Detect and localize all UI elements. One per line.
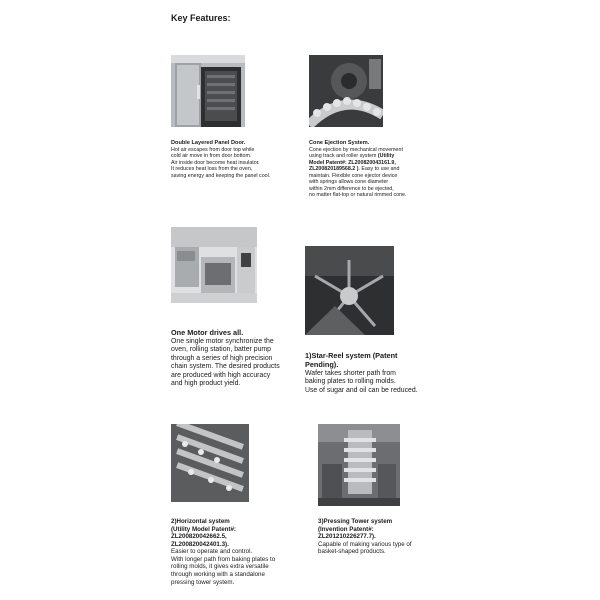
- one-motor-photo: [171, 227, 257, 303]
- feature-pressing-tower: [318, 518, 458, 556]
- feature-title: 2)Horizontal system (Utility Model Patent#: ZL200820042662.5, ZL200820042401.3).: [171, 518, 236, 548]
- feature-body: Wafer takes shorter path from baking plates to rolling molds. Use of sugar and oil can be reduced.: [305, 369, 418, 394]
- feature-title: 1)Star-Reel system (Patent Pending).: [305, 351, 398, 369]
- panel-door-photo: [171, 55, 245, 127]
- feature-body: Easier to operate and control. With longer path from baking plates to rolling molds, it gives extra versatile through working with a standalone pressing tower system.: [171, 548, 276, 586]
- feature-body: One single motor synchronize the oven, rolling station, batter pump through a series of high precision chain system. The desired products are produced with high accuracy and high product yield.: [171, 337, 280, 387]
- feature-body: Cone ejection by mechanical movement using track and roller system (Utility Model Patent#: ZL200820043161.9, ZL200820189568.2 ). Easy to use and maintain. Flexible cone ejector device with springs allows cone diameter within 2mm difference to be ejected, no matter flat-top or natural rimmed cone.: [309, 146, 407, 198]
- feature-body: Capable of making various type of basket-shaped products.: [318, 540, 412, 556]
- feature-title: 3)Pressing Tower system (Invention Patent#: ZL201210226277.7).: [318, 518, 393, 541]
- feature-star-reel: [305, 352, 445, 395]
- page-heading: Key Features:: [171, 13, 231, 23]
- feature-title: One Motor drives all.: [171, 328, 244, 337]
- pressing-tower-photo: [318, 424, 400, 506]
- feature-cone-ejection: [309, 140, 449, 198]
- feature-one-motor: [171, 329, 311, 388]
- cone-ejection-photo: [309, 55, 383, 127]
- feature-body: Hot air escapes from door top while cold air move in from door bottom. Air inside door become heat insulator. It reduces heat loss from the oven, saving energy and keeping the panel cool.: [171, 146, 271, 179]
- feature-panel-door: [171, 140, 301, 179]
- horizontal-system-photo: [171, 424, 249, 502]
- feature-title: Cone Ejection System.: [309, 140, 370, 146]
- star-reel-photo: [305, 246, 394, 335]
- feature-title: Double Layered Panel Door.: [171, 140, 246, 146]
- feature-horizontal-system: [171, 518, 311, 586]
